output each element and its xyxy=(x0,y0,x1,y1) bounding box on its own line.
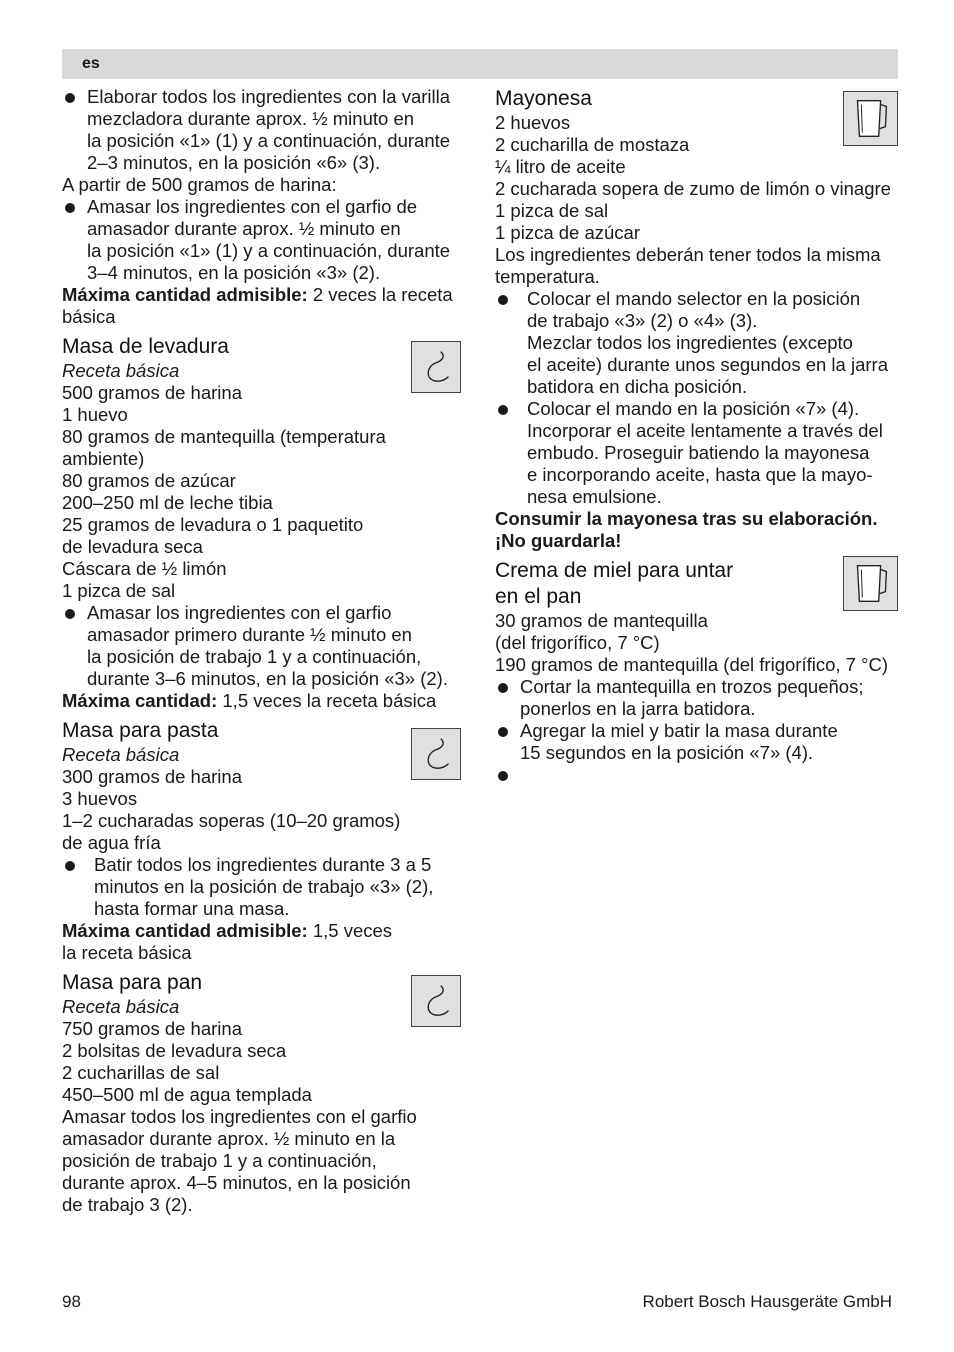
text-line: posición de trabajo 1 y a continuación, xyxy=(62,1150,377,1171)
text-line: e incorporando aceite, hasta que la mayo- xyxy=(527,464,873,485)
text-line: el aceite) durante unos segundos en la jarra xyxy=(527,354,888,375)
ingredient: 25 gramos de levadura o 1 paquetito xyxy=(62,514,364,535)
ingredient: 1–2 cucharadas soperas (10–20 gramos) xyxy=(62,810,401,831)
text-line: la receta básica xyxy=(62,942,192,963)
section-title-crema: Crema de miel para untar xyxy=(495,559,734,582)
text-line: nesa emulsione. xyxy=(527,486,662,507)
ingredient: 1 pizca de sal xyxy=(62,580,176,601)
ingredient: 1 pizca de sal xyxy=(495,200,609,221)
text-line: Agregar la miel y batir la masa durante xyxy=(520,720,838,741)
left-column xyxy=(62,86,462,1216)
text-line: la posición «1» (1) y a continuación, durante xyxy=(87,130,451,151)
max-quantity-text: 1,5 veces xyxy=(307,920,393,941)
ingredient: Cáscara de ½ limón xyxy=(62,558,227,579)
subtitle: Receta básica xyxy=(62,744,180,765)
text-line: Cortar la mantequilla en trozos pequeños; xyxy=(520,676,864,697)
text-line: temperatura. xyxy=(495,266,600,287)
subtitle: Receta básica xyxy=(62,996,180,1017)
text-line xyxy=(520,764,900,786)
text-line: A partir de 500 gramos de harina: xyxy=(62,174,337,195)
text-line: durante 3–6 minutos, en la posición «3» (2). xyxy=(87,668,448,689)
ingredient: 2 huevos xyxy=(495,112,571,133)
section-title-crema-line2: en el pan xyxy=(495,585,582,608)
warning-text: Consumir la mayonesa tras su elaboración. xyxy=(495,508,878,529)
ingredient: 450–500 ml de agua templada xyxy=(62,1084,312,1105)
max-quantity-note xyxy=(62,284,462,306)
text-line: batidora en dicha posición. xyxy=(527,376,748,397)
language-code: es xyxy=(82,55,100,72)
ingredient: 300 gramos de harina xyxy=(62,766,242,787)
ingredient: 1 pizca de azúcar xyxy=(495,222,641,243)
language-bar xyxy=(62,49,898,79)
max-quantity-note xyxy=(62,920,462,942)
max-quantity-label: Máxima cantidad: xyxy=(62,690,218,711)
ingredient: ambiente) xyxy=(62,448,145,469)
max-quantity-label: Máxima cantidad admisible: xyxy=(62,920,308,941)
text-line: Batir todos los ingredientes durante 3 a 5 xyxy=(94,854,432,875)
text-line: amasador durante aprox. ½ minuto en la xyxy=(62,1128,396,1149)
text-line: de trabajo 3 (2). xyxy=(62,1194,193,1215)
section-title-pan: Masa para pan xyxy=(62,971,203,994)
ingredient: de levadura seca xyxy=(62,536,203,557)
bullet-item xyxy=(495,676,900,720)
text-line: Incorporar el aceite lentamente a través del xyxy=(527,420,883,441)
text-line: ponerlos en la jarra batidora. xyxy=(520,698,756,719)
text-line: 2–3 minutos, en la posición «6» (3). xyxy=(87,152,381,173)
max-quantity-label: Máxima cantidad admisible: xyxy=(62,284,308,305)
text-line: Colocar el mando en la posición «7» (4). xyxy=(527,398,860,419)
max-quantity-text: 2 veces la receta xyxy=(307,284,453,305)
page-number: 98 xyxy=(62,1292,81,1311)
max-quantity-text: 1,5 veces la receta básica xyxy=(217,690,437,711)
ingredient: 3 huevos xyxy=(62,788,138,809)
text-line: Colocar el mando selector en la posición xyxy=(527,288,861,309)
max-quantity-note xyxy=(62,690,462,712)
warning-text: ¡No guardarla! xyxy=(495,530,622,551)
text-line: Los ingredientes deberán tener todos la misma xyxy=(495,244,881,265)
ingredient: 2 cucharada sopera de zumo de limón o vinagre xyxy=(495,178,891,199)
ingredient: 2 cucharillas de sal xyxy=(62,1062,220,1083)
dough-hook-icon xyxy=(411,975,461,1027)
bullet-item xyxy=(495,288,900,398)
ingredient: 500 gramos de harina xyxy=(62,382,242,403)
ingredient: 80 gramos de azúcar xyxy=(62,470,236,491)
text-line: Amasar todos los ingredientes con el garfio xyxy=(62,1106,417,1127)
bullet-item xyxy=(62,602,462,690)
section-title-mayonesa: Mayonesa xyxy=(495,87,592,110)
bullet-item xyxy=(62,854,462,920)
text-line: la posición «1» (1) y a continuación, durante xyxy=(87,240,451,261)
dough-hook-icon xyxy=(411,728,461,780)
ingredient: (del frigorífico, 7 °C) xyxy=(495,632,660,653)
bullet-item xyxy=(62,196,462,284)
company-name: Robert Bosch Hausgeräte GmbH xyxy=(642,1292,892,1311)
ingredient: ¼ litro de aceite xyxy=(495,156,626,177)
text-line: de trabajo «3» (2) o «4» (3). xyxy=(527,310,758,331)
ingredient: 2 cucharilla de mostaza xyxy=(495,134,690,155)
blender-jug-icon xyxy=(843,556,898,611)
right-column xyxy=(495,86,900,786)
subtitle: Receta básica xyxy=(62,360,180,381)
section-title-pasta: Masa para pasta xyxy=(62,719,219,742)
ingredient: de agua fría xyxy=(62,832,161,853)
text-line: mezcladora durante aprox. ½ minuto en xyxy=(87,108,415,129)
text-line: Mezclar todos los ingredientes (excepto xyxy=(527,332,853,353)
bullet-item xyxy=(495,720,900,764)
ingredient: 30 gramos de mantequilla xyxy=(495,610,708,631)
ingredient: 200–250 ml de leche tibia xyxy=(62,492,273,513)
text-line: Elaborar todos los ingredientes con la varilla xyxy=(87,86,451,107)
text-line: minutos en la posición de trabajo «3» (2), xyxy=(94,876,434,897)
bullet-item-empty xyxy=(495,764,900,786)
bullet-item xyxy=(62,86,462,174)
ingredient: 80 gramos de mantequilla (temperatura xyxy=(62,426,386,447)
ingredient: 2 bolsitas de levadura seca xyxy=(62,1040,287,1061)
text-line: embudo. Proseguir batiendo la mayonesa xyxy=(527,442,870,463)
text-line: la posición de trabajo 1 y a continuación, xyxy=(87,646,422,667)
dough-hook-icon xyxy=(411,341,461,393)
text-line: 3–4 minutos, en la posición «3» (2). xyxy=(87,262,381,283)
text-line: Amasar los ingredientes con el garfio xyxy=(87,602,392,623)
blender-jug-icon xyxy=(843,91,898,146)
section-title-levadura: Masa de levadura xyxy=(62,335,229,358)
text-line: básica xyxy=(62,306,116,327)
text-line: Amasar los ingredientes con el garfio de xyxy=(87,196,418,217)
ingredient: 1 huevo xyxy=(62,404,128,425)
text-line: hasta formar una masa. xyxy=(94,898,290,919)
ingredient: 190 gramos de mantequilla (del frigorífico, 7 °C) xyxy=(495,654,888,675)
text-line: amasador durante aprox. ½ minuto en xyxy=(87,218,401,239)
text-line: 15 segundos en la posición «7» (4). xyxy=(520,742,814,763)
ingredient: 750 gramos de harina xyxy=(62,1018,242,1039)
text-line: amasador primero durante ½ minuto en xyxy=(87,624,412,645)
bullet-item xyxy=(495,398,900,508)
text-line: durante aprox. 4–5 minutos, en la posición xyxy=(62,1172,411,1193)
